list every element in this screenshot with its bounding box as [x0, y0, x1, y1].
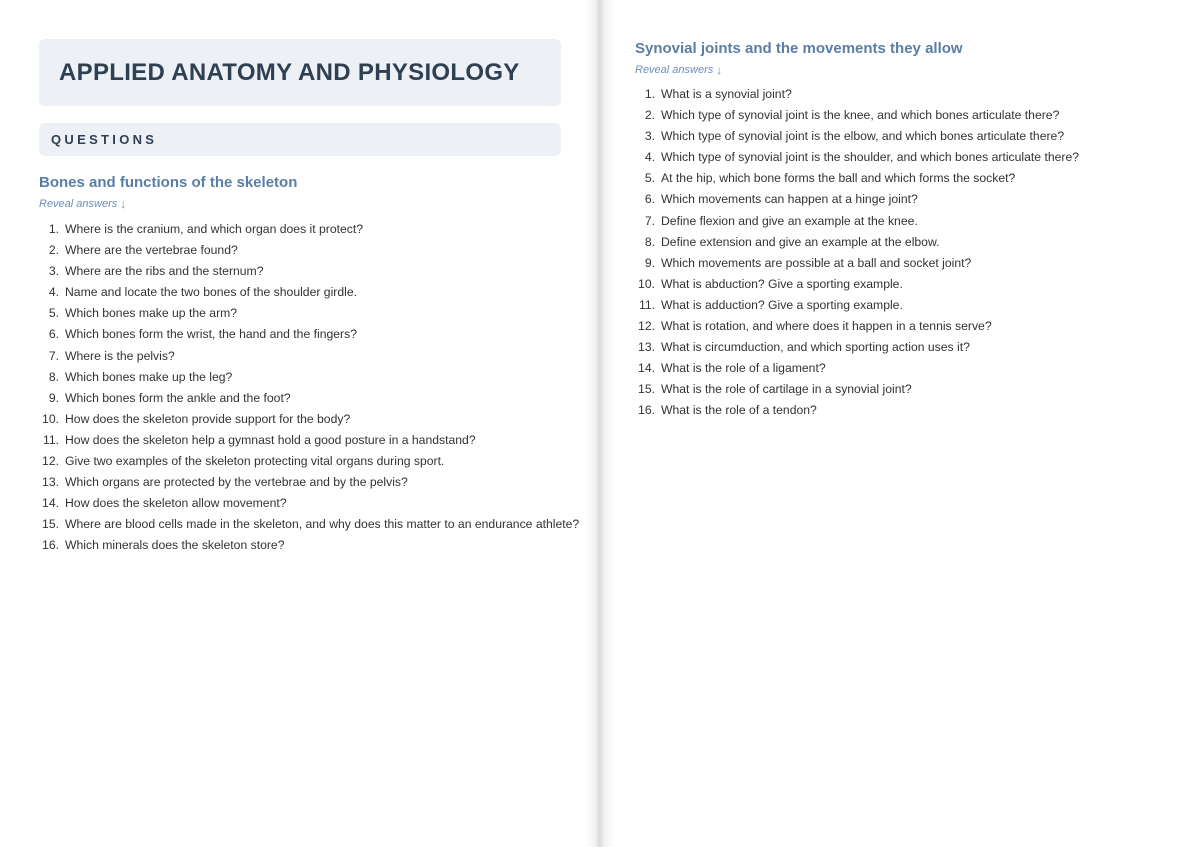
questions-label: QUESTIONS [51, 132, 158, 147]
down-arrow-icon: ↓ [120, 197, 127, 211]
question-item [635, 274, 1200, 295]
question-number: 10. [42, 411, 59, 426]
question-number: 13. [638, 340, 655, 355]
question-item [39, 472, 596, 493]
question-text: Which movements are possible at a ball and socket joint? [661, 255, 972, 270]
question-number: 9. [48, 390, 59, 405]
question-item [635, 232, 1200, 253]
question-text: Which type of synovial joint is the shoulder, and which bones articulate there? [661, 150, 1079, 165]
title-banner [39, 39, 561, 106]
question-item [39, 346, 596, 367]
section-heading-bones: Bones and functions of the skeleton [39, 174, 298, 191]
question-text: Where are the vertebrae found? [65, 243, 238, 258]
question-text: Which bones form the wrist, the hand and the fingers? [65, 327, 357, 342]
question-item [39, 409, 596, 430]
down-arrow-icon: ↓ [716, 63, 723, 77]
question-item [635, 316, 1200, 337]
question-item [39, 430, 596, 451]
question-number: 3. [644, 129, 655, 144]
question-text: Name and locate the two bones of the shoulder girdle. [65, 285, 358, 300]
question-text: Which type of synovial joint is the knee, and which bones articulate there? [661, 108, 1060, 123]
question-item [39, 240, 596, 261]
question-item [635, 147, 1200, 168]
question-item [39, 535, 596, 556]
right-page [596, 0, 1200, 847]
question-number: 1. [644, 87, 655, 101]
question-item [39, 261, 596, 282]
question-item [635, 379, 1200, 400]
question-number: 15. [42, 517, 59, 532]
question-text: Which minerals does the skeleton store? [65, 538, 285, 553]
question-text: What is the role of cartilage in a synovial joint? [661, 382, 912, 397]
question-item [39, 388, 596, 409]
question-number: 16. [638, 403, 655, 418]
question-number: 12. [42, 454, 59, 469]
question-text: At the hip, which bone forms the ball and which forms the socket? [661, 171, 1016, 186]
question-text: What is rotation, and where does it happen in a tennis serve? [661, 319, 992, 334]
question-text: Define extension and give an example at the elbow. [661, 234, 940, 249]
question-text: What is the role of a tendon? [661, 403, 817, 418]
question-text: Which type of synovial joint is the elbow, and which bones articulate there? [661, 129, 1065, 144]
question-text: What is a synovial joint? [661, 87, 792, 101]
question-item [39, 303, 596, 324]
reveal-answers-link-joints[interactable] [635, 63, 722, 77]
question-number: 6. [644, 192, 655, 207]
question-text: Which organs are protected by the vertebrae and by the pelvis? [65, 475, 408, 490]
question-item [39, 367, 596, 388]
question-text: How does the skeleton allow movement? [65, 496, 287, 511]
question-number: 8. [48, 369, 59, 384]
question-number: 13. [42, 475, 59, 490]
question-number: 6. [48, 327, 59, 342]
question-number: 14. [42, 496, 59, 511]
question-number: 5. [644, 171, 655, 186]
question-number: 4. [48, 285, 59, 300]
reveal-answers-label: Reveal answers [635, 64, 714, 76]
question-number: 2. [644, 108, 655, 123]
question-text: What is abduction? Give a sporting example. [661, 276, 903, 291]
question-item [635, 337, 1200, 358]
question-list-joints [635, 84, 1200, 422]
question-number: 7. [644, 213, 655, 228]
question-number: 15. [638, 382, 655, 397]
question-item [635, 295, 1200, 316]
question-text: How does the skeleton help a gymnast hold a good posture in a handstand? [65, 432, 476, 447]
left-page [0, 0, 596, 847]
question-text: How does the skeleton provide support for the body? [65, 411, 351, 426]
question-number: 2. [48, 243, 59, 258]
question-text: Give two examples of the skeleton protecting vital organs during sport. [65, 454, 445, 469]
question-number: 8. [644, 234, 655, 249]
question-text: What is the role of a ligament? [661, 361, 826, 376]
question-number: 4. [644, 150, 655, 165]
question-text: Where are the ribs and the sternum? [65, 264, 264, 279]
reveal-answers-link-bones[interactable] [39, 197, 126, 211]
question-number: 14. [638, 361, 655, 376]
question-text: What is circumduction, and which sporting action uses it? [661, 340, 970, 355]
question-text: Define flexion and give an example at the knee. [661, 213, 918, 228]
question-item [635, 189, 1200, 210]
question-text: Where is the pelvis? [65, 348, 175, 363]
question-item [39, 451, 596, 472]
question-item [635, 358, 1200, 379]
question-number: 12. [638, 319, 655, 334]
question-item [635, 400, 1200, 421]
question-item [635, 84, 1200, 105]
question-item [39, 324, 596, 345]
question-item [635, 211, 1200, 232]
question-item [635, 105, 1200, 126]
question-number: 3. [48, 264, 59, 279]
question-item [39, 282, 596, 303]
question-text: Which bones make up the arm? [65, 306, 238, 321]
question-list-bones [39, 219, 596, 557]
question-text: Which bones make up the leg? [65, 369, 233, 384]
question-number: 16. [42, 538, 59, 553]
question-item [635, 126, 1200, 147]
question-number: 11. [638, 297, 655, 312]
question-number: 1. [48, 222, 59, 236]
question-number: 5. [48, 306, 59, 321]
question-text: Which movements can happen at a hinge joint? [661, 192, 918, 207]
question-text: What is adduction? Give a sporting example. [661, 297, 903, 312]
question-item [635, 168, 1200, 189]
questions-banner [39, 123, 561, 156]
question-text: Where is the cranium, and which organ does it protect? [65, 222, 364, 236]
reveal-answers-label: Reveal answers [39, 198, 118, 210]
question-item [39, 514, 596, 535]
question-text: Which bones form the ankle and the foot? [65, 390, 291, 405]
question-number: 11. [42, 432, 59, 447]
question-number: 7. [48, 348, 59, 363]
question-item [635, 253, 1200, 274]
page-title: APPLIED ANATOMY AND PHYSIOLOGY [59, 58, 520, 86]
question-number: 10. [638, 276, 655, 291]
question-text: Where are blood cells made in the skeleton, and why does this matter to an endurance athlete? [65, 517, 580, 532]
question-item [39, 219, 596, 240]
section-heading-joints: Synovial joints and the movements they allow [635, 40, 963, 57]
question-item [39, 493, 596, 514]
question-number: 9. [644, 255, 655, 270]
